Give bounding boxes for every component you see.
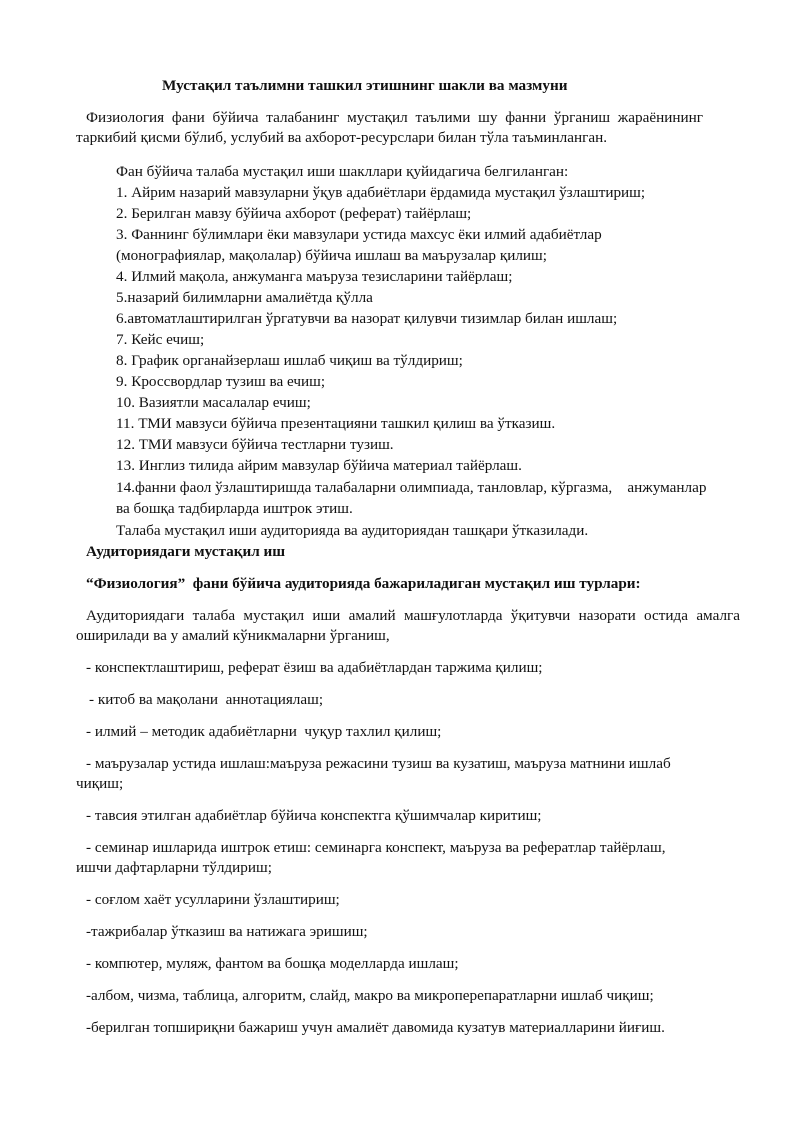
forms-list-item: (монографиялар, мақолалар) бўйича ишлаш ва маърузалар қилиш; — [116, 247, 547, 264]
activity-item: - илмий – методик адабиётларни чуқур тахлил қилиш; — [86, 723, 442, 740]
forms-list-item: 9. Кроссвордлар тузиш ва ечиш; — [116, 373, 326, 390]
auditorium-paragraph-line: оширилади ва у амалий кўникмаларни ўрганиш, — [76, 627, 390, 644]
forms-list-item: 6.автоматлаштирилган ўргатувчи ва назорат қилувчи тизимлар билан ишлаш; — [116, 310, 618, 327]
forms-list-item: 3. Фаннинг бўлимлари ёки мавзулари устида махсус ёки илмий адабиётлар — [116, 226, 602, 243]
forms-list-item: 8. График органайзерлаш ишлаб чиқиш ва тўлдириш; — [116, 352, 463, 369]
activity-item: - китоб ва мақолани аннотациялаш; — [89, 691, 324, 708]
forms-list-item: 1. Айрим назарий мавзуларни ўқув адабиётлари ёрдамида мустақил ўзлаштириш; — [116, 184, 646, 201]
activity-item: -албом, чизма, таблица, алгоритм, слайд, макро ва микроперепаратларни ишлаб чиқиш; — [86, 987, 654, 1004]
forms-list-item: 12. ТМИ мавзуси бўйича тестларни тузиш. — [116, 436, 394, 453]
forms-list-item: 10. Вазиятли масалалар ечиш; — [116, 394, 311, 411]
activity-item: - соғлом хаёт усулларини ўзлаштириш; — [86, 891, 340, 908]
activity-item-continuation: чиқиш; — [76, 775, 124, 792]
forms-list-item: ва бошқа тадбирларда иштрок этиш. — [116, 500, 353, 517]
forms-list-item: 14.фанни фаол ўзлаштиришда талабаларни олимпиада, танловлар, кўргазма, анжуманлар — [116, 479, 707, 496]
document-title: Мустақил таълимни ташкил этишнинг шакли ва мазмуни — [162, 77, 568, 94]
activity-item: - маърузалар устида ишлаш:маъруза режасини тузиш ва кузатиш, маъруза матнини ишлаб — [86, 755, 671, 772]
section-heading: Аудиториядаги мустақил иш — [86, 543, 286, 560]
forms-list-item: 2. Берилган мавзу бўйича ахборот (реферат) тайёрлаш; — [116, 205, 472, 222]
forms-summary: Талаба мустақил иши аудиторияда ва аудиториядан ташқари ўтказилади. — [116, 522, 589, 539]
auditorium-paragraph-line: Аудиториядаги талаба мустақил иши амалий машғулотларда ўқитувчи назорати остида амалга — [86, 607, 740, 624]
forms-list-item: 11. ТМИ мавзуси бўйича презентацияни ташкил қилиш ва ўтказиш. — [116, 415, 556, 432]
intro-paragraph-line: таркибий қисми бўлиб, услубий ва ахборот-ресурслари билан тўла таъминланган. — [76, 129, 608, 146]
activity-item: -берилган топшириқни бажариш учун амалиёт давомида кузатув материалларини йиғиш. — [86, 1019, 665, 1036]
forms-list-item: 4. Илмий мақола, анжуманга маъруза тезисларини тайёрлаш; — [116, 268, 513, 285]
forms-list-item: 5.назарий билимларни амалиётда қўлла — [116, 289, 373, 306]
activity-item: -тажрибалар ўтказиш ва натижага эришиш; — [86, 923, 368, 940]
forms-heading: Фан бўйича талаба мустақил иши шакллари қуйидагича белгиланган: — [116, 163, 569, 180]
types-heading: “Физиология” фани бўйича аудиторияда бажариладиган мустақил иш турлари: — [86, 575, 641, 592]
intro-paragraph-line: Физиология фани бўйича талабанинг мустақил таълими шу фанни ўрганиш жараёнининг — [86, 109, 703, 126]
forms-list-item: 13. Инглиз тилида айрим мавзулар бўйича материал тайёрлаш. — [116, 457, 522, 474]
activity-item-continuation: ишчи дафтарларни тўлдириш; — [76, 859, 272, 876]
activity-item: - тавсия этилган адабиётлар бўйича конспектга қўшимчалар киритиш; — [86, 807, 542, 824]
activity-item: - семинар ишларида иштрок етиш: семинарга конспект, маъруза ва рефератлар тайёрлаш, — [86, 839, 666, 856]
forms-list-item: 7. Кейс ечиш; — [116, 331, 205, 348]
activity-item: - компютер, муляж, фантом ва бошқа моделларда ишлаш; — [86, 955, 459, 972]
activity-item: - конспектлаштириш, реферат ёзиш ва адабиётлардан таржима қилиш; — [86, 659, 543, 676]
